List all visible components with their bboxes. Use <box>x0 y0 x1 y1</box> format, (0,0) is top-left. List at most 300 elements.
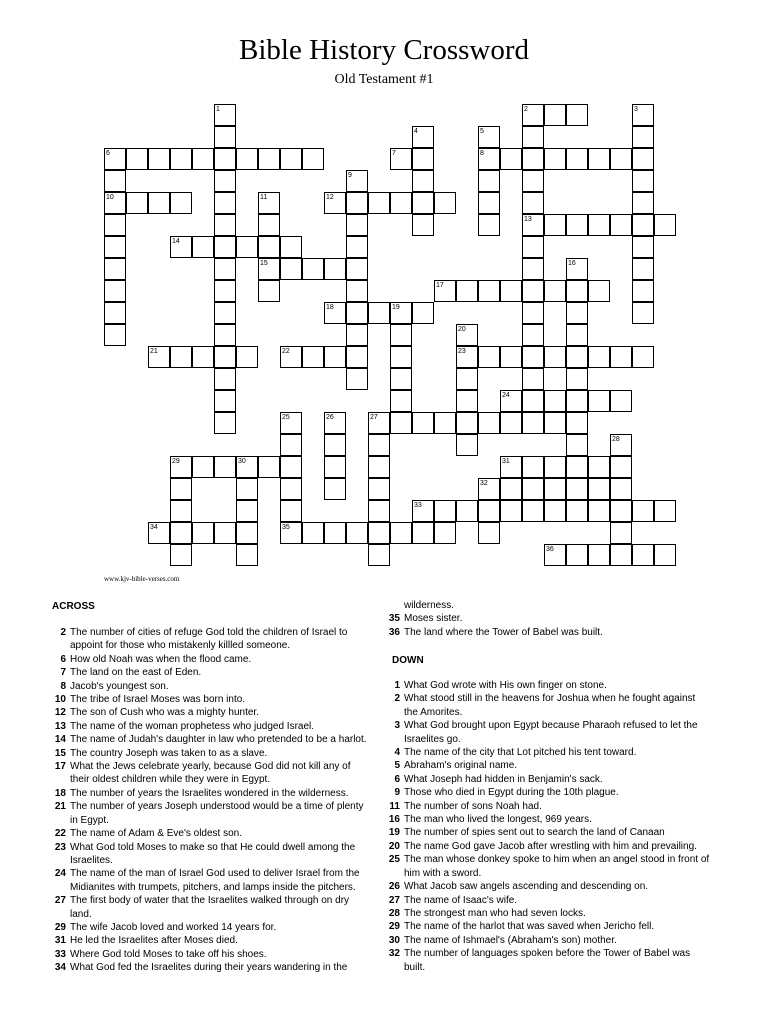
clue-text: The number of cities of refuge God told the children of Israel to appoint for those who mistakenly killled someone. <box>70 627 348 652</box>
grid-cell[interactable] <box>390 390 412 412</box>
grid-cell[interactable] <box>214 390 236 412</box>
grid-cell[interactable] <box>170 500 192 522</box>
grid-cell[interactable] <box>654 500 676 522</box>
grid-cell[interactable] <box>324 522 346 544</box>
grid-cell[interactable] <box>170 148 192 170</box>
grid-cell[interactable] <box>610 522 632 544</box>
grid-cell[interactable] <box>148 346 170 368</box>
clue-text: The man who lived the longest, 969 years. <box>404 814 592 826</box>
grid-cell[interactable] <box>170 456 192 478</box>
grid-cell[interactable] <box>280 236 302 258</box>
grid-cell[interactable] <box>412 522 434 544</box>
clue-label-number: 3 <box>394 720 400 732</box>
grid-cell[interactable] <box>170 236 192 258</box>
grid-cell[interactable] <box>280 500 302 522</box>
across-clue <box>46 934 372 947</box>
grid-cell[interactable] <box>412 214 434 236</box>
grid-cell[interactable] <box>346 214 368 236</box>
grid-cell[interactable] <box>588 148 610 170</box>
grid-cell[interactable] <box>390 302 412 324</box>
clue-number: 22 <box>282 348 290 355</box>
grid-cell[interactable] <box>456 280 478 302</box>
grid-cell[interactable] <box>346 236 368 258</box>
grid-cell[interactable] <box>478 412 500 434</box>
grid-cell[interactable] <box>236 236 258 258</box>
grid-cell[interactable] <box>610 544 632 566</box>
grid-cell[interactable] <box>632 148 654 170</box>
grid-cell[interactable] <box>214 148 236 170</box>
across-clue <box>46 787 372 800</box>
grid-cell[interactable] <box>544 544 566 566</box>
grid-cell[interactable] <box>434 192 456 214</box>
grid-cell[interactable] <box>478 126 500 148</box>
grid-cell[interactable] <box>368 434 390 456</box>
clue-text: The strongest man who had seven locks. <box>404 907 586 919</box>
clue-text: What God told Moses to make so that He could dwell among the Israelites. <box>70 841 356 866</box>
grid-cell[interactable] <box>566 368 588 390</box>
grid-cell[interactable] <box>126 192 148 214</box>
across-clue <box>46 720 372 733</box>
grid-cell[interactable] <box>522 456 544 478</box>
grid-cell[interactable] <box>566 346 588 368</box>
grid-cell[interactable] <box>566 258 588 280</box>
grid-cell[interactable] <box>280 456 302 478</box>
clue-text: The name of Judah's daughter in law who pretended to be a harlot. <box>70 734 367 746</box>
clue-number: 27 <box>370 414 378 421</box>
grid-cell[interactable] <box>522 478 544 500</box>
grid-cell[interactable] <box>566 280 588 302</box>
across-clue <box>46 733 372 746</box>
grid-cell[interactable] <box>522 170 544 192</box>
grid-cell[interactable] <box>456 434 478 456</box>
grid-cell[interactable] <box>544 280 566 302</box>
grid-cell[interactable] <box>368 522 390 544</box>
down-clue <box>380 692 710 719</box>
grid-cell[interactable] <box>346 522 368 544</box>
grid-cell[interactable] <box>368 302 390 324</box>
clue-number: 13 <box>524 216 532 223</box>
grid-cell[interactable] <box>566 544 588 566</box>
grid-cell[interactable] <box>126 148 148 170</box>
grid-cell[interactable] <box>522 324 544 346</box>
grid-cell[interactable] <box>654 544 676 566</box>
clue-label-number: 31 <box>54 935 66 947</box>
grid-cell[interactable] <box>632 170 654 192</box>
clue-text: The name of the harlot that was saved when Jericho fell. <box>404 921 655 933</box>
clue-label-number: 20 <box>388 840 400 852</box>
down-clue <box>380 880 710 893</box>
grid-cell[interactable] <box>280 434 302 456</box>
grid-cell[interactable] <box>368 500 390 522</box>
grid-cell[interactable] <box>280 412 302 434</box>
grid-cell[interactable] <box>236 500 258 522</box>
clue-text: The first body of water that the Israelites walked through on dry land. <box>70 895 350 920</box>
grid-cell[interactable] <box>412 302 434 324</box>
grid-cell[interactable] <box>632 104 654 126</box>
grid-cell[interactable] <box>544 214 566 236</box>
grid-cell[interactable] <box>478 346 500 368</box>
grid-cell[interactable] <box>346 368 368 390</box>
clue-text: The son of Cush who was a mighty hunter. <box>70 707 259 719</box>
grid-cell[interactable] <box>390 192 412 214</box>
clue-text: The wife Jacob loved and worked 14 years for. <box>70 921 277 933</box>
grid-cell[interactable] <box>632 302 654 324</box>
grid-cell[interactable] <box>544 412 566 434</box>
clue-label-number: 15 <box>54 747 66 759</box>
grid-cell[interactable] <box>544 104 566 126</box>
grid-cell[interactable] <box>390 522 412 544</box>
grid-cell[interactable] <box>214 170 236 192</box>
across-clue-list <box>46 626 372 975</box>
clue-label-number: 26 <box>388 881 400 893</box>
clue-number: 21 <box>150 348 158 355</box>
grid-cell[interactable] <box>192 148 214 170</box>
grid-cell[interactable] <box>566 148 588 170</box>
grid-cell[interactable] <box>368 544 390 566</box>
grid-cell[interactable] <box>390 412 412 434</box>
grid-cell[interactable] <box>478 192 500 214</box>
grid-cell[interactable] <box>566 434 588 456</box>
grid-cell[interactable] <box>610 500 632 522</box>
grid-cell[interactable] <box>346 324 368 346</box>
grid-cell[interactable] <box>170 192 192 214</box>
grid-cell[interactable] <box>522 236 544 258</box>
grid-cell[interactable] <box>280 478 302 500</box>
grid-cell[interactable] <box>544 148 566 170</box>
grid-cell[interactable] <box>566 302 588 324</box>
grid-cell[interactable] <box>104 214 126 236</box>
grid-cell[interactable] <box>214 324 236 346</box>
grid-cell[interactable] <box>214 126 236 148</box>
grid-cell[interactable] <box>346 258 368 280</box>
grid-cell[interactable] <box>324 302 346 324</box>
grid-cell[interactable] <box>214 412 236 434</box>
grid-cell[interactable] <box>192 522 214 544</box>
grid-cell[interactable] <box>324 456 346 478</box>
grid-cell[interactable] <box>236 478 258 500</box>
grid-cell[interactable] <box>104 192 126 214</box>
clue-label-number: 29 <box>54 921 66 933</box>
grid-cell[interactable] <box>324 434 346 456</box>
grid-cell[interactable] <box>368 478 390 500</box>
grid-cell[interactable] <box>610 434 632 456</box>
grid-cell[interactable] <box>522 148 544 170</box>
clue-number: 14 <box>172 238 180 245</box>
grid-cell[interactable] <box>258 280 280 302</box>
clue-number: 19 <box>392 304 400 311</box>
grid-cell[interactable] <box>566 390 588 412</box>
grid-cell[interactable] <box>104 258 126 280</box>
grid-cell[interactable] <box>324 258 346 280</box>
grid-cell[interactable] <box>632 280 654 302</box>
grid-cell[interactable] <box>390 148 412 170</box>
grid-cell[interactable] <box>632 346 654 368</box>
grid-cell[interactable] <box>214 280 236 302</box>
grid-cell[interactable] <box>368 412 390 434</box>
grid-cell[interactable] <box>500 412 522 434</box>
across-clue <box>46 693 372 706</box>
clue-number: 28 <box>612 436 620 443</box>
grid-cell[interactable] <box>412 412 434 434</box>
grid-cell[interactable] <box>104 148 126 170</box>
grid-cell[interactable] <box>566 500 588 522</box>
grid-cell[interactable] <box>280 522 302 544</box>
grid-cell[interactable] <box>632 236 654 258</box>
grid-cell[interactable] <box>368 192 390 214</box>
grid-cell[interactable] <box>610 390 632 412</box>
grid-cell[interactable] <box>434 522 456 544</box>
across-clue <box>46 680 372 693</box>
grid-cell[interactable] <box>434 500 456 522</box>
grid-cell[interactable] <box>236 522 258 544</box>
grid-cell[interactable] <box>566 104 588 126</box>
clue-label-number: 22 <box>54 828 66 840</box>
grid-cell[interactable] <box>346 346 368 368</box>
clue-text: Abraham's original name. <box>404 760 518 772</box>
across-clue <box>46 867 372 894</box>
grid-cell[interactable] <box>588 280 610 302</box>
grid-cell[interactable] <box>478 214 500 236</box>
grid-cell[interactable] <box>456 346 478 368</box>
grid-cell[interactable] <box>280 148 302 170</box>
grid-cell[interactable] <box>522 126 544 148</box>
grid-cell[interactable] <box>522 346 544 368</box>
grid-cell[interactable] <box>500 148 522 170</box>
grid-cell[interactable] <box>412 170 434 192</box>
grid-cell[interactable] <box>104 170 126 192</box>
grid-cell[interactable] <box>302 522 324 544</box>
grid-cell[interactable] <box>104 324 126 346</box>
grid-cell[interactable] <box>522 214 544 236</box>
grid-cell[interactable] <box>214 368 236 390</box>
clue-number: 9 <box>348 172 352 179</box>
clue-text: How old Noah was when the flood came. <box>70 653 252 665</box>
grid-cell[interactable] <box>544 478 566 500</box>
grid-cell[interactable] <box>566 412 588 434</box>
grid-cell[interactable] <box>522 192 544 214</box>
grid-cell[interactable] <box>346 170 368 192</box>
grid-cell[interactable] <box>500 478 522 500</box>
across-clue <box>46 760 372 787</box>
grid-cell[interactable] <box>632 126 654 148</box>
grid-cell[interactable] <box>170 544 192 566</box>
grid-cell[interactable] <box>544 390 566 412</box>
grid-cell[interactable] <box>522 500 544 522</box>
grid-cell[interactable] <box>478 170 500 192</box>
grid-cell[interactable] <box>214 236 236 258</box>
grid-cell[interactable] <box>236 544 258 566</box>
grid-cell[interactable] <box>566 324 588 346</box>
grid-cell[interactable] <box>236 346 258 368</box>
grid-cell[interactable] <box>324 346 346 368</box>
grid-cell[interactable] <box>214 522 236 544</box>
grid-cell[interactable] <box>588 478 610 500</box>
grid-cell[interactable] <box>434 280 456 302</box>
clue-text: The number of spies sent out to search the land of Canaan <box>404 827 665 839</box>
grid-cell[interactable] <box>566 214 588 236</box>
down-clue <box>380 813 710 826</box>
grid-cell[interactable] <box>258 148 280 170</box>
grid-cell[interactable] <box>170 478 192 500</box>
grid-cell[interactable] <box>522 280 544 302</box>
across-clue <box>46 626 372 653</box>
grid-cell[interactable] <box>478 148 500 170</box>
grid-cell[interactable] <box>522 368 544 390</box>
grid-cell[interactable] <box>588 346 610 368</box>
grid-cell[interactable] <box>456 412 478 434</box>
clue-number: 7 <box>392 150 396 157</box>
grid-cell[interactable] <box>522 390 544 412</box>
grid-cell[interactable] <box>478 500 500 522</box>
grid-cell[interactable] <box>324 192 346 214</box>
grid-cell[interactable] <box>412 126 434 148</box>
clue-number: 36 <box>546 546 554 553</box>
grid-cell[interactable] <box>610 148 632 170</box>
grid-cell[interactable] <box>390 368 412 390</box>
clue-label-number: 28 <box>388 907 400 919</box>
clue-text: The number of sons Noah had. <box>404 800 542 812</box>
grid-cell[interactable] <box>500 500 522 522</box>
clue-text: The country Joseph was taken to as a slave. <box>70 747 268 759</box>
grid-cell[interactable] <box>214 104 236 126</box>
grid-cell[interactable] <box>170 522 192 544</box>
grid-cell[interactable] <box>588 390 610 412</box>
down-clue <box>380 840 710 853</box>
grid-cell[interactable] <box>632 500 654 522</box>
grid-cell[interactable] <box>500 456 522 478</box>
grid-cell[interactable] <box>478 522 500 544</box>
source-url: www.kjv-bible-verses.com <box>104 575 180 583</box>
grid-cell[interactable] <box>456 368 478 390</box>
grid-cell[interactable] <box>324 478 346 500</box>
grid-cell[interactable] <box>280 346 302 368</box>
grid-cell[interactable] <box>214 456 236 478</box>
grid-cell[interactable] <box>214 346 236 368</box>
down-clue <box>380 773 710 786</box>
grid-cell[interactable] <box>610 478 632 500</box>
grid-cell[interactable] <box>236 456 258 478</box>
grid-cell[interactable] <box>214 214 236 236</box>
grid-cell[interactable] <box>214 258 236 280</box>
grid-cell[interactable] <box>478 280 500 302</box>
down-clue <box>380 759 710 772</box>
clue-label-number: 10 <box>54 694 66 706</box>
clue-label-number: 36 <box>388 626 400 638</box>
grid-cell[interactable] <box>170 346 192 368</box>
grid-cell[interactable] <box>390 324 412 346</box>
grid-cell[interactable] <box>610 346 632 368</box>
grid-cell[interactable] <box>214 192 236 214</box>
grid-cell[interactable] <box>522 258 544 280</box>
grid-cell[interactable] <box>566 478 588 500</box>
grid-cell[interactable] <box>544 500 566 522</box>
grid-cell[interactable] <box>280 258 302 280</box>
grid-cell[interactable] <box>148 148 170 170</box>
grid-cell[interactable] <box>412 192 434 214</box>
grid-cell[interactable] <box>258 236 280 258</box>
grid-cell[interactable] <box>544 346 566 368</box>
grid-cell[interactable] <box>456 390 478 412</box>
clue-text: The number of years the Israelites wondered in the wilderness. <box>70 787 349 799</box>
clue-text: What Jacob saw angels ascending and descending on. <box>404 881 649 893</box>
grid-cell[interactable] <box>104 302 126 324</box>
grid-cell[interactable] <box>302 346 324 368</box>
grid-cell[interactable] <box>192 456 214 478</box>
grid-cell[interactable] <box>258 192 280 214</box>
grid-cell[interactable] <box>302 148 324 170</box>
grid-cell[interactable] <box>390 346 412 368</box>
grid-cell[interactable] <box>522 412 544 434</box>
grid-cell[interactable] <box>456 324 478 346</box>
clue-text: The number of years Joseph understood would be a time of plenty in Egypt. <box>70 801 364 826</box>
clue-number: 11 <box>260 194 268 201</box>
grid-cell[interactable] <box>632 214 654 236</box>
grid-cell[interactable] <box>610 456 632 478</box>
grid-cell[interactable] <box>588 544 610 566</box>
grid-cell[interactable] <box>258 214 280 236</box>
grid-cell[interactable] <box>148 192 170 214</box>
grid-cell[interactable] <box>522 104 544 126</box>
grid-cell[interactable] <box>500 346 522 368</box>
grid-cell[interactable] <box>214 302 236 324</box>
grid-cell[interactable] <box>148 522 170 544</box>
grid-cell[interactable] <box>632 192 654 214</box>
down-clue <box>380 679 710 692</box>
clue-text: What stood still in the heavens for Joshua when he fought against the Amorites. <box>404 693 696 718</box>
grid-cell[interactable] <box>346 280 368 302</box>
grid-cell[interactable] <box>588 214 610 236</box>
grid-cell[interactable] <box>236 148 258 170</box>
grid-cell[interactable] <box>302 258 324 280</box>
grid-cell[interactable] <box>192 236 214 258</box>
grid-cell[interactable] <box>544 456 566 478</box>
grid-cell[interactable] <box>258 258 280 280</box>
grid-cell[interactable] <box>434 412 456 434</box>
clue-text: The tribe of Israel Moses was born into. <box>70 694 246 706</box>
grid-cell[interactable] <box>654 214 676 236</box>
grid-cell[interactable] <box>104 280 126 302</box>
grid-cell[interactable] <box>192 346 214 368</box>
grid-cell[interactable] <box>104 236 126 258</box>
grid-cell[interactable] <box>588 500 610 522</box>
across-clue <box>380 612 710 625</box>
grid-cell[interactable] <box>368 456 390 478</box>
down-clue <box>380 746 710 759</box>
clue-text: The name of Adam & Eve's oldest son. <box>70 828 243 840</box>
clue-number: 17 <box>436 282 444 289</box>
clue-label-number: 2 <box>60 627 66 638</box>
grid-cell[interactable] <box>522 302 544 324</box>
grid-cell[interactable] <box>610 214 632 236</box>
clue-number: 23 <box>458 348 466 355</box>
grid-cell[interactable] <box>632 544 654 566</box>
grid-cell[interactable] <box>456 500 478 522</box>
grid-cell[interactable] <box>258 456 280 478</box>
grid-cell[interactable] <box>324 412 346 434</box>
grid-cell[interactable] <box>346 302 368 324</box>
grid-cell[interactable] <box>500 390 522 412</box>
grid-cell[interactable] <box>412 148 434 170</box>
down-clue <box>380 947 710 974</box>
grid-cell[interactable] <box>478 478 500 500</box>
grid-cell[interactable] <box>412 500 434 522</box>
grid-cell[interactable] <box>346 192 368 214</box>
grid-cell[interactable] <box>566 456 588 478</box>
grid-cell[interactable] <box>632 258 654 280</box>
clue-number: 34 <box>150 524 158 531</box>
grid-cell[interactable] <box>588 456 610 478</box>
grid-cell[interactable] <box>500 280 522 302</box>
